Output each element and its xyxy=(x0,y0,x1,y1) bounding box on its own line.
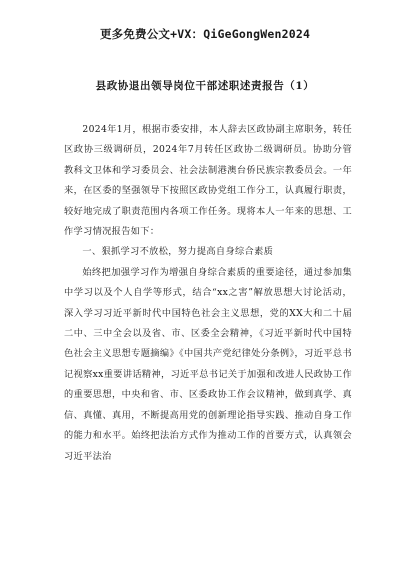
document-body xyxy=(64,120,352,467)
body-paragraph: 始终把加强学习作为增强自身综合素质的重要途径，通过参加集中学习以及个人自学等形式，结合“xx之害”解放思想大讨论活动，深入学习习近平新时代中国特色社会主义思想，党的XX大和二十届二中、三中全会以及省、市、区委全会精神，《习近平新时代中国特色社会主义思想专题摘编》《中国共产党纪律处分条例》，习近平总书记视察xx重要讲话精神，习近平总书记关于加强和改进人民政协工作的重要思想，中央和省、市、区委政协工作会议精神，做到真学、真信、真懂、真用，不断提高用党的创新理论指导实践、推动自身工作的能力和水平。始终把法治方式作为推动工作的首要方式，认真领会习近平法治 xyxy=(64,266,352,462)
document-title: 县政协退出领导岗位干部述职述责报告（1） xyxy=(95,80,315,92)
intro-paragraph: 2024年1月，根据市委安排，本人辞去区政协副主席职务，转任区政协三级调研员，2024年7月转任区政协二级调研员。协助分管教科文卫体和学习委员会、社会法制港澳台侨民族宗教委员会。一年来，在区委的坚强领导下按照区政协党组工作分工，认真履行职责，较好地完成了职责范围内各项工作任务。现将本人一年来的思想、工作学习情况报告如下： xyxy=(64,124,352,238)
section-heading: 一、狠抓学习不放松，努力提高自身综合素质 xyxy=(82,246,274,258)
promo-banner: 更多免费公文+VX：QiGeGongWen2024 xyxy=(99,27,311,41)
